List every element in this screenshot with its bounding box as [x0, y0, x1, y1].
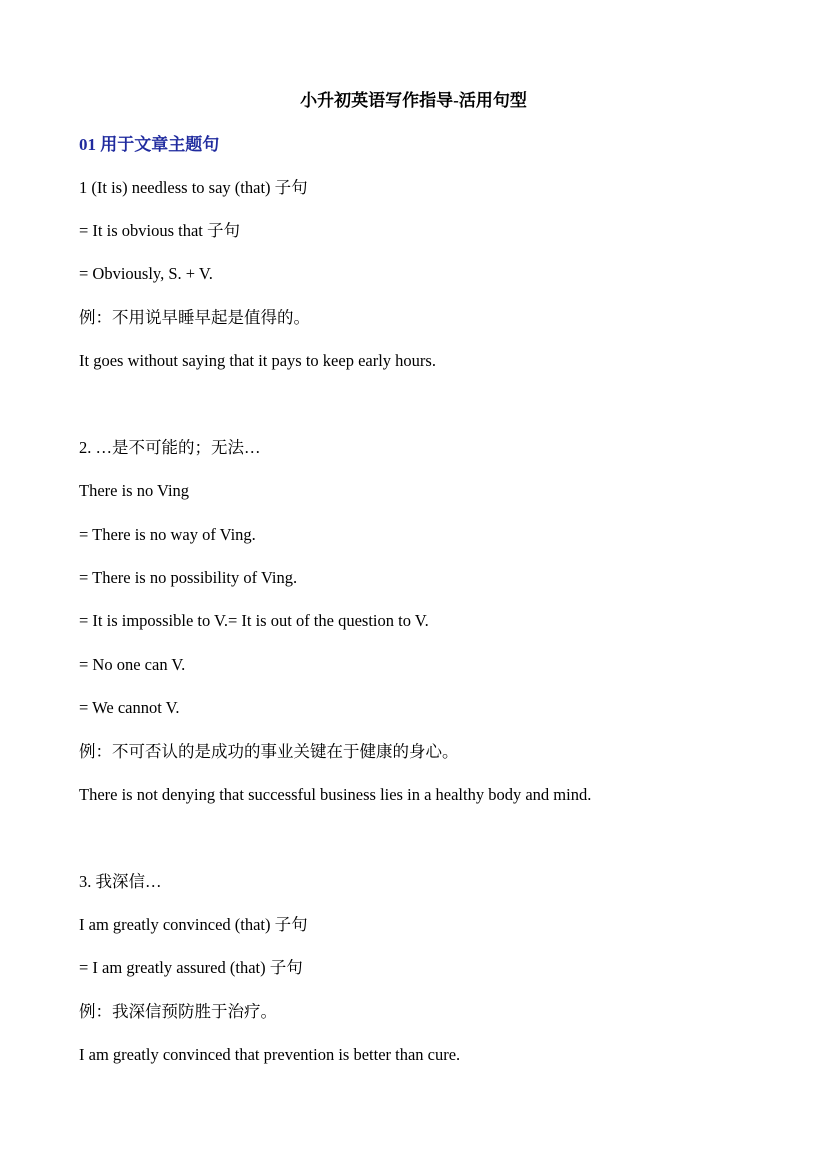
- item-1-example-chinese: 例：不用说早睡早起是值得的。: [79, 308, 310, 327]
- section-heading: 01 用于文章主题句: [79, 135, 220, 154]
- item-1-pattern: 1 (It is) needless to say (that) 子句: [79, 178, 308, 197]
- item-2-equivalent: = It is impossible to V.= It is out of the question to V.: [79, 611, 429, 630]
- item-2-equivalent: = There is no possibility of Ving.: [79, 568, 298, 587]
- item-1-example-english: It goes without saying that it pays to keep early hours.: [79, 351, 436, 370]
- item-2-pattern: There is no Ving: [79, 481, 190, 500]
- item-1-equivalent: = It is obvious that 子句: [79, 221, 241, 240]
- item-3-example-english: I am greatly convinced that prevention is better than cure.: [79, 1045, 461, 1064]
- item-1-equivalent: = Obviously, S. + V.: [79, 264, 213, 283]
- item-2-heading: 2. …是不可能的；无法…: [79, 438, 261, 457]
- item-2-equivalent: = No one can V.: [79, 655, 186, 674]
- document-title: 小升初英语写作指导-活用句型: [300, 91, 527, 110]
- item-3-equivalent: = I am greatly assured (that) 子句: [79, 958, 303, 977]
- item-2-equivalent: = There is no way of Ving.: [79, 525, 256, 544]
- item-3-pattern: I am greatly convinced (that) 子句: [79, 915, 308, 934]
- item-2-equivalent: = We cannot V.: [79, 698, 180, 717]
- item-2-example-chinese: 例：不可否认的是成功的事业关键在于健康的身心。: [79, 742, 459, 761]
- item-3-example-chinese: 例：我深信预防胜于治疗。: [79, 1002, 277, 1021]
- item-2-example-english: There is not denying that successful business lies in a healthy body and mind.: [79, 785, 592, 804]
- item-3-heading: 3. 我深信…: [79, 872, 162, 891]
